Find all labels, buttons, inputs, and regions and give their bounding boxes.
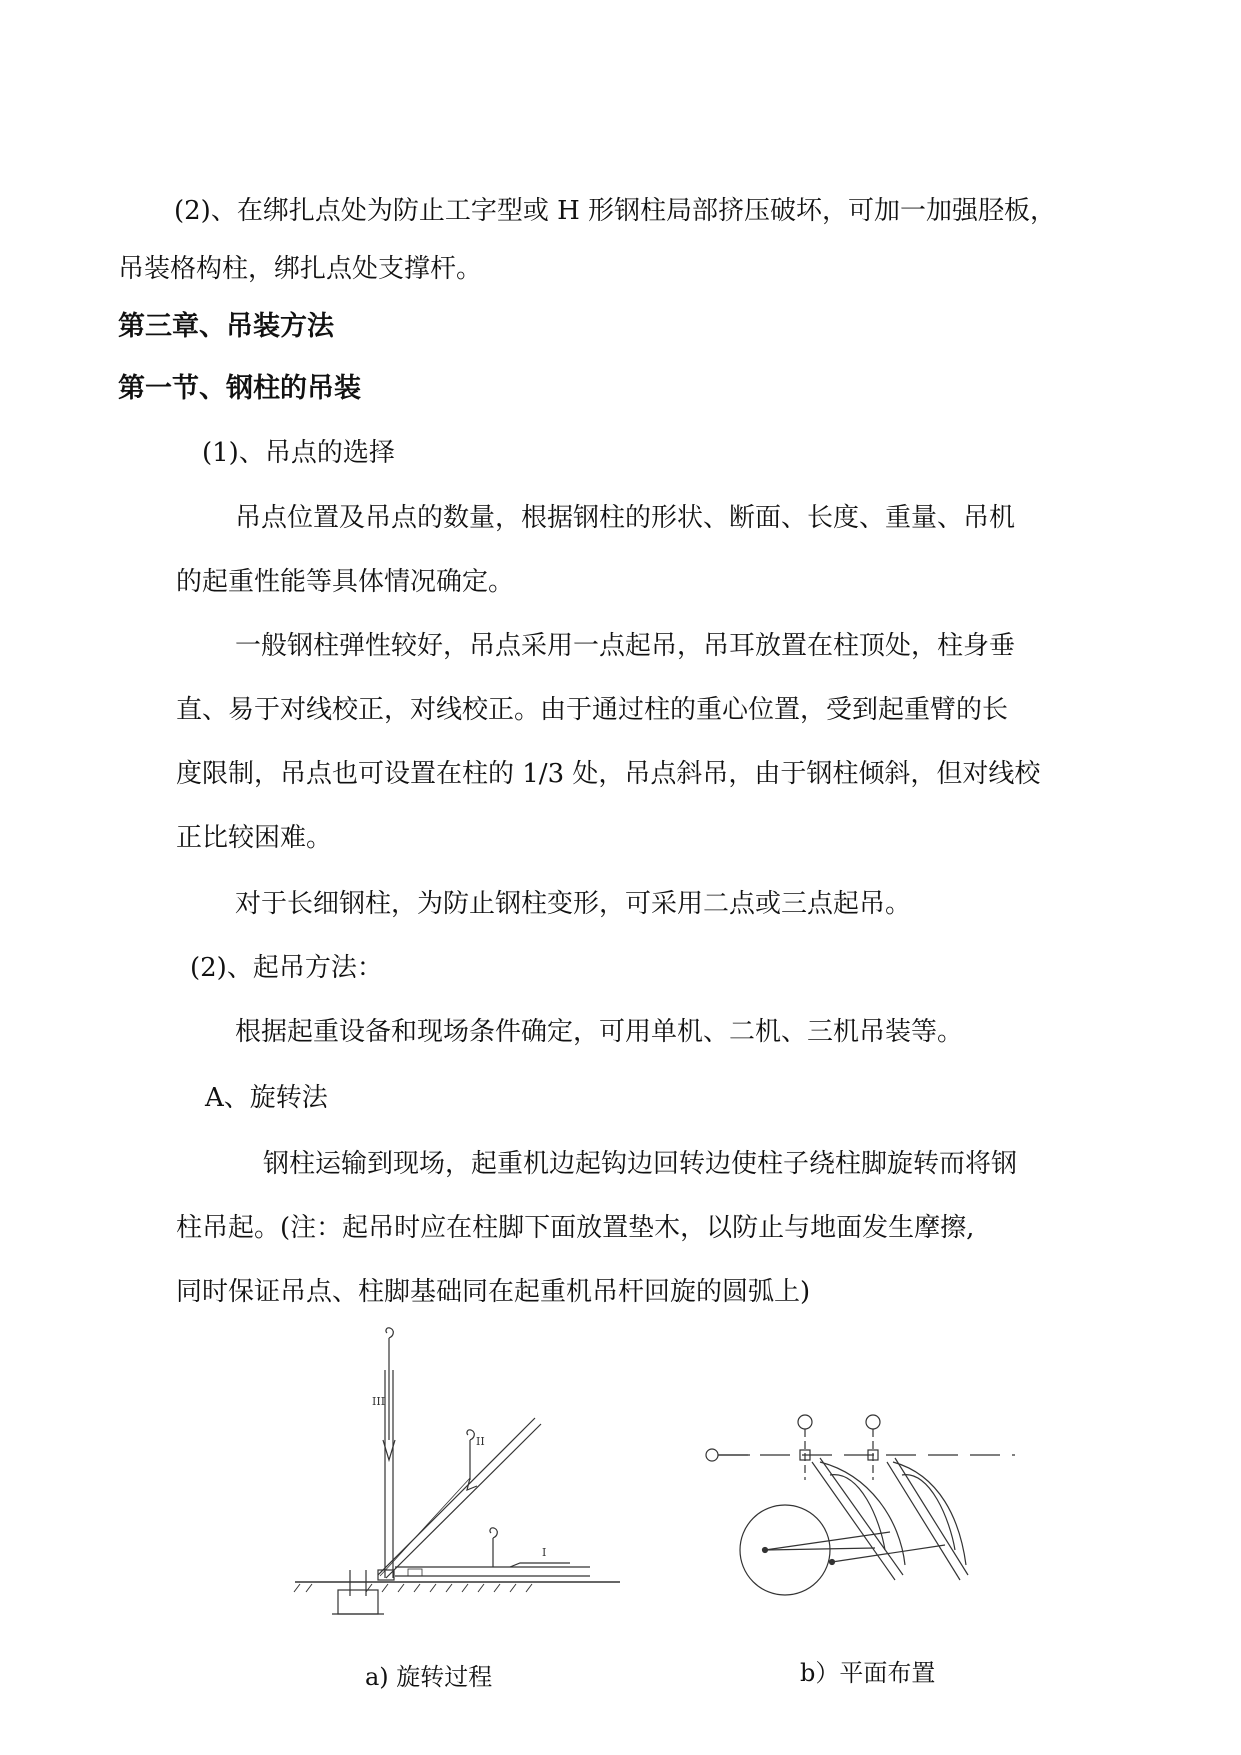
paragraph-4-line-1: 对于长细钢柱，为防止钢柱变形，可采用二点或三点起吊。 bbox=[235, 889, 912, 919]
paragraph-1-line-1: (2)、在绑扎点处为防止工字型或 H 形钢柱局部挤压破坏，可加一加强胫板， bbox=[174, 196, 1057, 226]
paragraph-3-line-3: 度限制，吊点也可设置在柱的 1/3 处，吊点斜吊，由于钢柱倾斜，但对线校 bbox=[176, 759, 1041, 789]
paragraph-3-line-1: 一般钢柱弹性较好，吊点采用一点起吊，吊耳放置在柱顶处，柱身垂 bbox=[235, 631, 1016, 661]
paragraph-6-line-1: 钢柱运输到现场，起重机边起钩边回转边使柱子绕柱脚旋转而将钢 bbox=[263, 1149, 1018, 1179]
item-a-title: A、旋转法 bbox=[205, 1083, 328, 1113]
paragraph-1-line-2: 吊装格构柱，绑扎点处支撑杆。 bbox=[118, 254, 483, 284]
chapter-title: 第三章、吊装方法 bbox=[118, 311, 334, 342]
paragraph-3-line-4: 正比较困难。 bbox=[176, 823, 333, 853]
section-title: 第一节、钢柱的吊装 bbox=[118, 373, 361, 404]
paragraph-2-line-2: 的起重性能等具体情况确定。 bbox=[176, 567, 515, 597]
figure-caption-a: a) 旋转过程 bbox=[365, 1663, 493, 1691]
label-i: I bbox=[542, 1546, 547, 1559]
figure-caption-b: b）平面布置 bbox=[800, 1659, 936, 1687]
item-2-title: (2)、起吊方法： bbox=[190, 953, 383, 983]
label-ii: II bbox=[476, 1435, 485, 1448]
rotation-process-diagram bbox=[294, 1328, 620, 1614]
paragraph-5-line-1: 根据起重设备和现场条件确定，可用单机、二机、三机吊装等。 bbox=[235, 1017, 964, 1047]
plan-layout-diagram bbox=[706, 1415, 1015, 1595]
item-1-title: (1)、吊点的选择 bbox=[202, 438, 395, 468]
paragraph-2-line-1: 吊点位置及吊点的数量，根据钢柱的形状、断面、长度、重量、吊机 bbox=[235, 503, 1016, 533]
paragraph-6-line-2: 柱吊起。(注：起吊时应在柱脚下面放置垫木，以防止与地面发生摩擦, bbox=[176, 1213, 975, 1243]
paragraph-3-line-2: 直、易于对线校正，对线校正。由于通过柱的重心位置，受到起重臂的长 bbox=[176, 695, 1009, 725]
label-iii: III bbox=[372, 1395, 386, 1408]
paragraph-6-line-3: 同时保证吊点、柱脚基础同在起重机吊杆回旋的圆弧上) bbox=[176, 1277, 811, 1307]
